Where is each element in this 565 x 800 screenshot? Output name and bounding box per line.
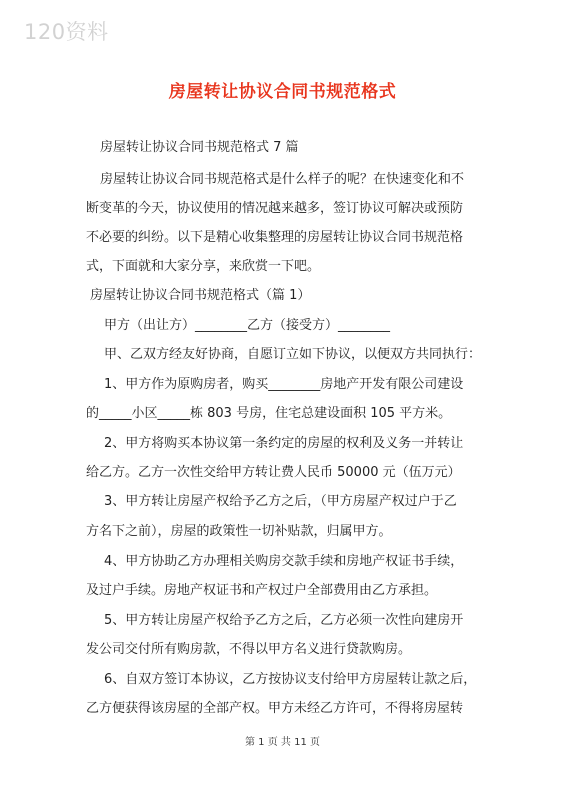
clause-1-line-1: 1、甲方作为原购房者，购买________房地产开发有限公司建设	[104, 377, 464, 392]
clause-2-line-2: 给乙方。乙方一次性交给甲方转让费人民币 50000 元（伍万元）	[86, 465, 461, 480]
watermark-text: 120资料	[24, 20, 109, 44]
section-heading: 房屋转让协议合同书规范格式（篇 1）	[90, 288, 311, 303]
subtitle-line: 房屋转让协议合同书规范格式 7 篇	[100, 140, 299, 155]
intro-line-2: 断变革的今天，协议使用的情况越来越多，签订协议可解决或预防	[86, 201, 464, 216]
clause-2-line-1: 2、甲方将购买本协议第一条约定的房屋的权利及义务一并转让	[104, 436, 464, 451]
clause-3-line-1: 3、甲方转让房屋产权给予乙方之后，（甲方房屋产权过户于乙	[104, 494, 457, 509]
document-title: 房屋转让协议合同书规范格式	[168, 82, 397, 102]
clause-3-line-2: 方名下之前），房屋的政策性一切补贴款，归属甲方。	[86, 524, 392, 539]
clause-4-line-1: 4、甲方协助乙方办理相关购房交款手续和房地产权证书手续，	[104, 554, 464, 569]
agreement-intro-line: 甲、乙双方经友好协商，自愿订立如下协议，以便双方共同执行：	[104, 347, 482, 362]
clause-4-line-2: 及过户手续。房地产权证书和产权过户全部费用由乙方承担。	[86, 583, 438, 598]
intro-line-1: 房屋转让协议合同书规范格式是什么样子的呢？在快速变化和不	[100, 172, 465, 187]
clause-6-line-2: 乙方便获得该房屋的全部产权。甲方未经乙方许可，不得将房屋转	[86, 701, 464, 716]
clause-1-line-2: 的_____小区_____栋 803 号房，住宅总建设面积 105 平方米。	[86, 406, 452, 421]
clause-6-line-1: 6、自双方签订本协议，乙方按协议支付给甲方房屋转让款之后，	[104, 672, 477, 687]
parties-line: 甲方（出让方）________乙方（接受方）________	[104, 318, 391, 333]
clause-5-line-2: 发公司交付所有购房款，不得以甲方名义进行贷款购房。	[86, 642, 412, 657]
intro-line-3: 不必要的纠纷。以下是精心收集整理的房屋转让协议合同书规范格	[86, 230, 464, 245]
page-footer: 第 1 页 共 11 页	[245, 737, 320, 748]
clause-5-line-1: 5、甲方转让房屋产权给予乙方之后，乙方必须一次性向建房开	[104, 613, 464, 628]
intro-line-4: 式，下面就和大家分享，来欣赏一下吧。	[86, 259, 321, 274]
